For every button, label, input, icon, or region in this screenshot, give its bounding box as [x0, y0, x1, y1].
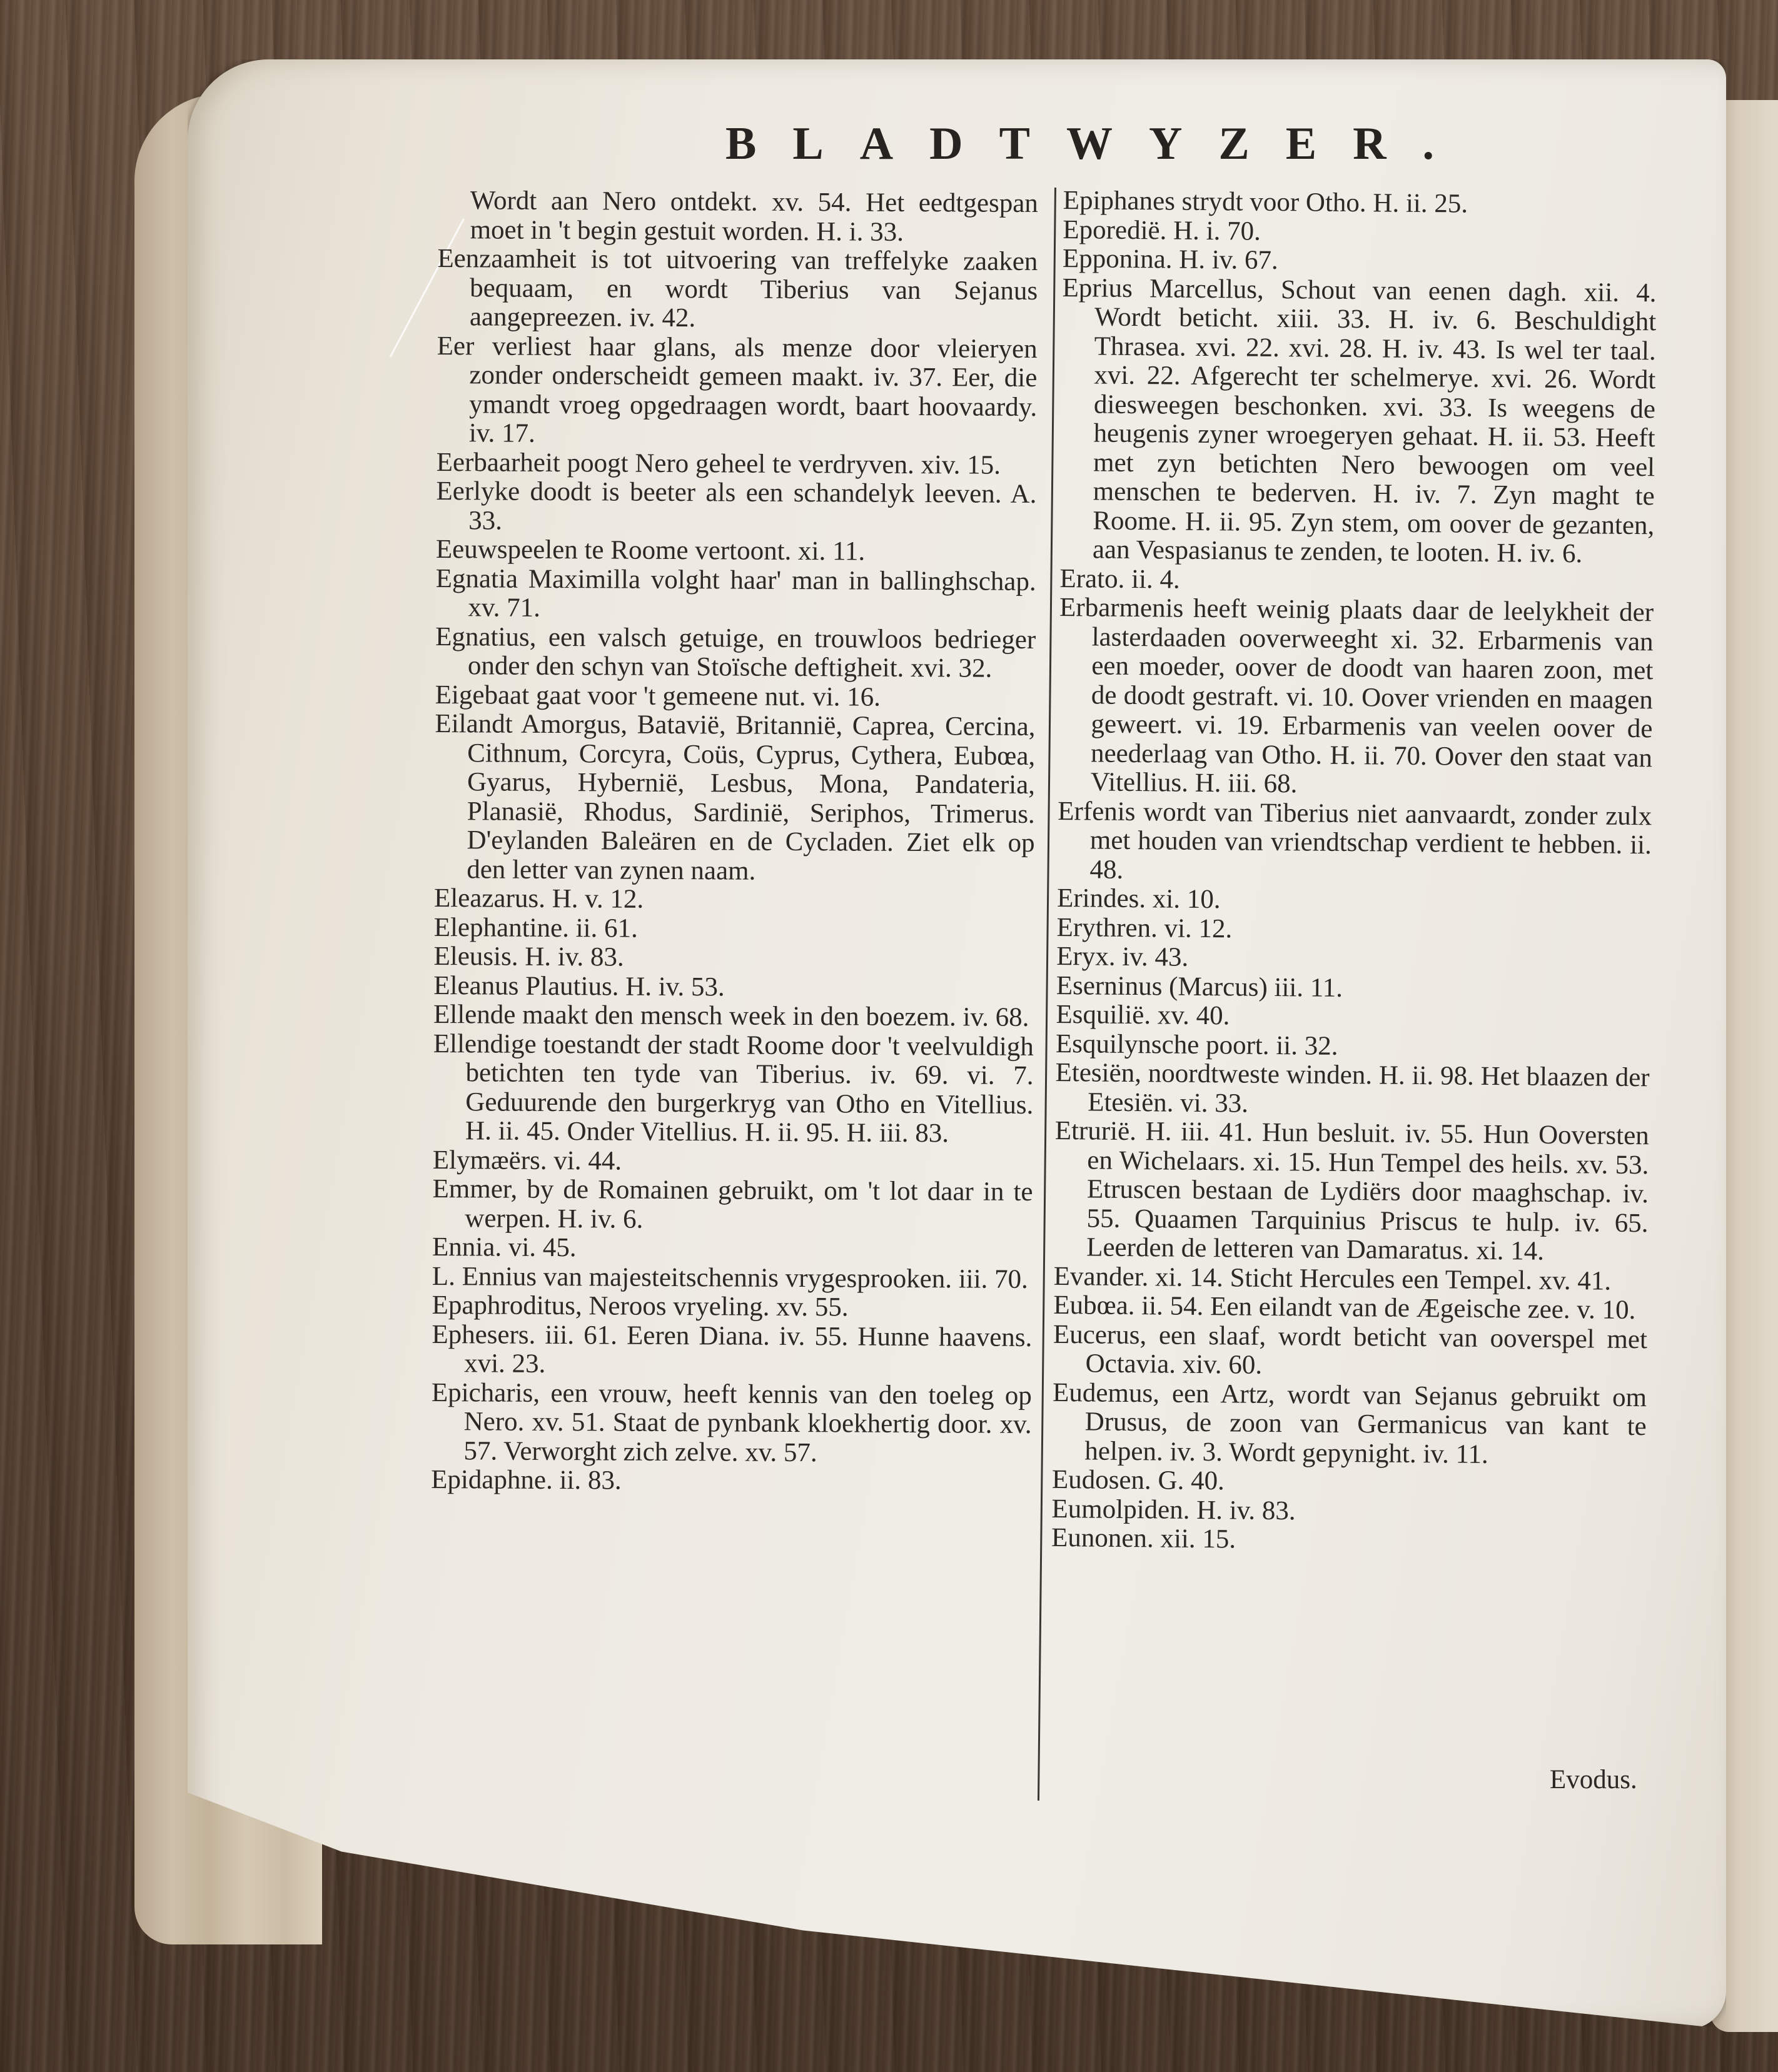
index-entry: L. Ennius van majesteitschennis vrygesprooken. iii. 70. — [432, 1261, 1028, 1294]
index-entry: Elephantine. ii. 61. — [433, 912, 638, 943]
index-entry: Eserninus (Marcus) iii. 11. — [1056, 970, 1343, 1003]
index-entry: Erbarmenis heeft weinig plaats daar de leelykheit der lasterdaaden ooverweeght xi. 32. Erbarmenis van een moeder, oover de doodt van haaren zoon, met de doodt gestraft. vi. 10. Oover vrienden en maagen geweert. vi. 19. Erbarmenis van veelen oover de neederlaag van Otho. H. ii. 70. Oover den staat van Vitellius. H. iii. 68. — [1059, 592, 1654, 799]
index-entry: Eigebaat gaat voor 't gemeene nut. vi. 16. — [435, 680, 881, 712]
index-entry: Egnatius, een valsch getuige, en trouwloos bedrieger onder den schyn van Stoïsche deftigheit. xvi. 32. — [435, 621, 1036, 683]
index-entry: Erythren. vi. 12. — [1056, 912, 1233, 943]
index-entry: Eleusis. H. iv. 83. — [433, 941, 624, 972]
index-entry: Eudosen. G. 40. — [1051, 1464, 1225, 1496]
index-column-right — [1051, 186, 1657, 1558]
index-entry: Eubœa. ii. 54. Een eilandt van de Ægeische zee. v. 10. — [1053, 1290, 1636, 1325]
index-entry: Esquilië. xv. 40. — [1056, 999, 1230, 1031]
index-entry: Epidaphne. ii. 83. — [431, 1464, 622, 1496]
running-head: BLADTWYZER. — [725, 118, 1471, 169]
index-entry: Eenzaamheit is tot uitvoering van treffelyke zaaken bequaam, en wordt Tiberius van Sejanus aangepreezen. iv. 42. — [437, 243, 1038, 333]
index-entry: Ephesers. iii. 61. Eeren Diana. iv. 55. Hunne haavens. xvi. 23. — [432, 1319, 1033, 1379]
index-entry: Eleazarus. H. v. 12. — [433, 883, 644, 914]
index-entry: Epicharis, een vrouw, heeft kennis van den toeleg op Nero. xv. 51. Staat de pynbank kloekhertig door. xv. 57. Verworght zich zelve. xv. 57. — [431, 1377, 1033, 1467]
index-entry: Emmer, by de Romainen gebruikt, om 't lot daar in te werpen. H. iv. 6. — [432, 1174, 1033, 1234]
catchword: Evodus. — [1550, 1765, 1637, 1794]
index-entry: Wordt aan Nero ontdekt. xv. 54. Het eedtgespan moet in 't begin gestuit worden. H. i. 33. — [470, 186, 1038, 247]
index-entry: Eeuwspeelen te Roome vertoont. xi. 11. — [435, 534, 866, 566]
index-entry: Eryx. iv. 43. — [1056, 941, 1189, 972]
index-entry: Eudemus, een Artz, wordt van Sejanus gebruikt om Drusus, de zoon van Germanicus van kant te helpen. iv. 3. Wordt gepynight. iv. 11. — [1052, 1377, 1647, 1469]
index-entry: Evander. xi. 14. Sticht Hercules een Tempel. xv. 41. — [1053, 1261, 1612, 1296]
index-entry: Eer verliest haar glans, als menze door vleieryen zonder onderscheidt gemeen maakt. iv. 37. Eer, die ymandt vroeg opgedraagen wordt, baart hoovaardy. iv. 17. — [437, 331, 1038, 448]
index-entry: Epaphroditus, Neroos vryeling. xv. 55. — [432, 1290, 849, 1322]
index-entry: Eilandt Amorgus, Batavië, Britannië, Caprea, Cercina, Cithnum, Corcyra, Coüs, Cyprus, Cythera, Eubœa, Gyarus, Hybernië, Lesbus, Mona, Pandateria, Planasië, Rhodus, Sardinië, Seriphos, Trimerus. D'eylanden Baleären en de Cycladen. Ziet elk op den letter van zynen naam. — [435, 708, 1036, 886]
index-entry: Etesiën, noordtweste winden. H. ii. 98. Het blaazen der Etesiën. vi. 33. — [1055, 1057, 1650, 1119]
index-entry: Epponina. H. iv. 67. — [1062, 243, 1278, 276]
index-entry: Epiphanes strydt voor Otho. H. ii. 25. — [1063, 186, 1468, 219]
index-entry: Esquilynsche poort. ii. 32. — [1055, 1028, 1338, 1061]
index-column-left — [431, 186, 1038, 1497]
index-entry: Elymæërs. vi. 44. — [432, 1145, 622, 1176]
index-entry: Eunonen. xii. 15. — [1051, 1522, 1236, 1554]
index-entry: Eporedië. H. i. 70. — [1063, 214, 1261, 246]
index-entry: Ellende maakt den mensch week in den boezem. iv. 68. — [433, 999, 1029, 1032]
index-entry: Egnatia Maximilla volght haar' man in ballinghschap. xv. 71. — [435, 563, 1036, 623]
index-entry: Eleanus Plautius. H. iv. 53. — [433, 970, 725, 1002]
index-entry: Eerlyke doodt is beeter als een schandelyk leeven. A. 33. — [436, 476, 1037, 536]
index-entry: Erato. ii. 4. — [1059, 563, 1180, 595]
index-entry: Eucerus, een slaaf, wordt beticht van ooverspel met Octavia. xiv. 60. — [1053, 1319, 1648, 1380]
index-entry: Ennia. vi. 45. — [432, 1232, 577, 1263]
index-entry: Eerbaarheit poogt Nero geheel te verdryven. xiv. 15. — [436, 447, 1001, 480]
index-entry: Etrurië. H. iii. 41. Hun besluit. iv. 55. Hun Ooversten en Wichelaars. xi. 15. Hun Tempel des heils. xv. 53. Etruscen bestaan de Lydiërs door maaghschap. iv. 55. Quaamen Tarquinius Priscus te hulp. iv. 65. Leerden de letteren van Damaratus. xi. 14. — [1054, 1115, 1649, 1266]
index-entry: Erindes. xi. 10. — [1056, 883, 1221, 915]
index-entry: Ellendige toestandt der stadt Roome door 't veelvuldigh betichten ten tyde van Tiberius. iv. 69. vi. 7. Geduurende den burgerkryg van Otho en Vitellius. H. ii. 45. Onder Vitellius. H. ii. 95. H. iii. 83. — [433, 1028, 1034, 1149]
index-entry: Erfenis wordt van Tiberius niet aanvaardt, zonder zulx met houden van vriendtschap verdient te hebben. ii. 48. — [1058, 796, 1652, 885]
index-entry: Eprius Marcellus, Schout van eenen dagh. xii. 4. Wordt beticht. xiii. 33. H. iv. 6. Beschuldight Thrasea. xvi. 22. xvi. 28. H. iv. 43. Is wel ter taal. xvi. 22. Afgerecht ter schelmerye. xvi. 26. Wordt diesweegen beschonken. xvi. 33. Is weegens de heugenis zyner wroegeryen gehaat. H. ii. 53. Heeft met zyn betichten Nero bewoogen om veel menschen te bederven. H. iv. 7. Zyn maght te Roome. H. ii. 95. Zyn stem, om oover de gezanten, aan Vespasianus te zenden, te looten. H. iv. 6. — [1062, 273, 1657, 569]
index-entry: Eumolpiden. H. iv. 83. — [1051, 1494, 1296, 1526]
